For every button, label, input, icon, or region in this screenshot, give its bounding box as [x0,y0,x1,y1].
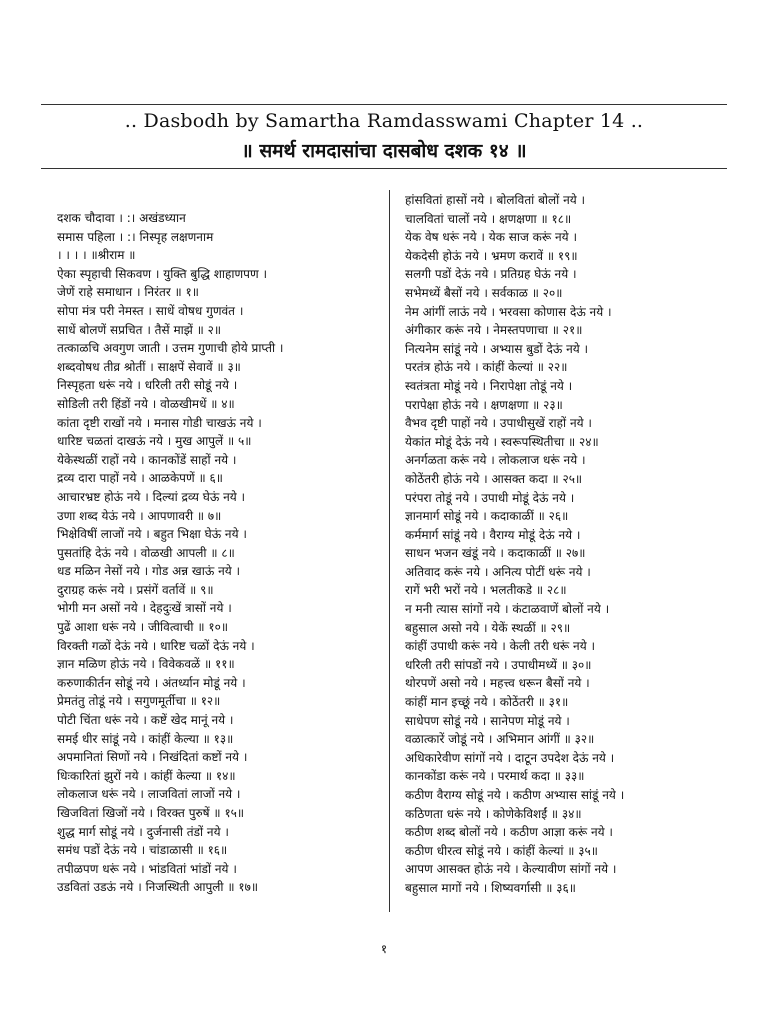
verse-line: कठीण धीरत्व सोडूं नये । कांहीं केल्यां ॥ ३५॥ [405,843,598,858]
verse-line: अतिवाद करूं नये । अनित्य पोटीं धरूं नये । [405,564,591,579]
verse-line: वैभव दृष्टी पाहों नये । उपाधीसुखें राहों नये । [405,416,592,431]
verse-line: वळात्कारें जोडूं नये । अभिमान आंगीं ॥ ३२॥ [405,732,595,747]
right-verse-column [405,191,750,898]
verse-line: उणा शब्द येऊं नये । आपणावरी ॥ ७॥ [57,508,222,523]
verse-line: कानकोंडा करूं नये । परमार्थ कदा ॥ ३३॥ [405,769,585,784]
document-title-english: .. Dasbodh by Samartha Ramdasswami Chapter 14 .. [124,110,644,132]
verse-line: । । । । ॥श्रीराम ॥ [57,248,136,263]
verse-line: साधेपण सोडूं नये । सानेपण मोडूं नये । [405,713,570,728]
verse-line: पुढें आशा धरूं नये । जीवित्वाची ॥ १०॥ [57,620,229,635]
verse-line: ज्ञान मळिण होऊं नये । विवेकवळें ॥ ११॥ [57,657,235,672]
verse-line: तत्काळचि अवगुण जाती । उत्तम गुणाची होये प्राप्ती । [57,341,284,356]
verse-line: लोकलाज धरूं नये । लाजवितां लाजों नये । [57,787,241,802]
verse-line: धड मळिन नेसों नये । गोड अन्न खाऊं नये । [57,564,241,579]
verse-line: आपण आसक्त होऊं नये । केल्यावीण सांगों नये । [405,862,617,877]
verse-line: दशक चौदावा । :। अखंडध्यान [57,211,186,225]
verse-line: हांसवितां हासों नये । बोलवितां बोलों नये । [405,193,586,207]
verse-line: अनर्गळता करूं नये । लोकलाज धरूं नये । [405,453,586,468]
verse-line: अधिकारेवीण सांगों नये । दाटून उपदेश देऊं नये । [405,750,615,765]
verse-line: बहुसाल मागों नये । शिष्यवर्गासी ॥ ३६॥ [405,880,576,895]
verse-line: भिक्षेविषीं लाजों नये । बहुत भिक्षा घेऊं नये । [57,527,247,542]
verse-line: उडवितां उडऊं नये । निजस्थिती आपुली ॥ १७॥ [57,880,259,895]
verse-line: धरिली तरी सांपडों नये । उपाधीमध्यें ॥ ३०॥ [405,657,592,672]
verse-line: करुणाकीर्तन सोडूं नये । अंतर्ध्यान मोडूं नये । [57,675,246,690]
page-number: १ [380,942,388,956]
verse-line: दुराग्रह करूं नये । प्रसंगें वर्तावें ॥ ९॥ [57,582,214,597]
verse-line: शब्दवोषध तीव्र श्रोतीं । साक्षपें सेवावें ॥ ३॥ [57,359,241,374]
verse-line: धिःकारितां झुरों नये । कांहीं केल्या ॥ १४॥ [57,768,236,783]
verse-line: निस्पृहता धरूं नये । धरिली तरी सोडूं नये । [57,378,238,393]
verse-line: कर्ममार्ग सांडूं नये । वैराग्य मोडूं देऊं नये । [405,527,581,542]
verse-line: विरक्ती गळों देऊं नये । धारिष्ट चळों देऊं नये । [57,638,255,653]
verse-line: कठिणता धरूं नये । कोणेकेविशईं ॥ ३४॥ [405,806,582,821]
verse-line: अंगीकार करूं नये । नेमस्तपणाचा ॥ २१॥ [405,323,583,338]
verse-line: ऐका स्पृहाची सिकवण । युक्ति बुद्धि शाहाणपण । [57,266,268,281]
verse-line: परतंत्र होऊं नये । कांहीं केल्यां ॥ २२॥ [405,360,568,375]
verse-line: प्रेमतंतु तोडूं नये । सगुणमूर्तीचा ॥ १२॥ [57,694,221,709]
verse-line: न मनी त्यास सांगों नये । कंटाळवाणें बोलों नये । [405,602,610,617]
verse-line: चालवितां चालों नये । क्षणक्षणा ॥ १८॥ [405,211,572,226]
verse-line: कठीण वैराग्य सोडूं नये । कठीण अभ्यास सांडूं नये । [405,788,625,802]
verse-line: येकेस्थळीं राहों नये । कानकोंडें साहों नये । [57,452,237,467]
left-verse-column [57,209,402,897]
verse-line: कांहीं मान इच्छूं नये । कोठेंतरी ॥ ३१॥ [405,695,569,710]
verse-line: साधन भजन खंडूं नये । कदाकाळीं ॥ २७॥ [405,546,586,561]
verse-line: पोटी चिंता धरूं नये । कष्टें खेद मानूं नये । [57,713,234,728]
verse-line: सलगी पडों देऊं नये । प्रतिग्रह घेऊं नये । [405,267,577,282]
verse-line: रागें भरी भरों नये । भलतीकडे ॥ २८॥ [405,583,567,598]
verse-line: बहुसाल असो नये । येकें स्थळीं ॥ २९॥ [405,620,571,635]
verse-line: कांहीं उपाधी करूं नये । केली तरी धरूं नये । [405,639,596,654]
verse-line: स्वतंत्रता मोडूं नये । निरापेक्षा तोडूं नये । [405,378,573,393]
verse-line: द्रव्य दारा पाहों नये । आळकेपणें ॥ ६॥ [57,471,223,486]
verse-line: सभेमध्यें बैसों नये । सर्वकाळ ॥ २०॥ [405,285,563,300]
verse-line: सोपा मंत्र परी नेमस्त । साधें वोषध गुणवंत । [57,303,244,318]
verse-line: परंपरा तोडूं नये । उपाधी मोडूं देऊं नये । [405,490,575,505]
verse-line: जेणें राहे समाधान । निरंतर ॥ १॥ [57,285,199,300]
column-divider [389,190,390,912]
verse-line: ज्ञानमार्ग सोडूं नये । कदाकाळीं ॥ २६॥ [405,509,569,524]
verse-line: येकदेसी होऊं नये । भ्रमण करावें ॥ १९॥ [405,248,578,263]
document-title-marathi: ॥ समर्थ रामदासांचा दासबोध दशक १४ ॥ [241,140,527,162]
verse-line: आचारभ्रष्ट होऊं नये । दिल्यां द्रव्य घेऊं नये । [57,489,246,504]
verse-line: परापेक्षा होऊं नये । क्षणक्षणा ॥ २३॥ [405,397,563,412]
verse-line: खिजवितां खिजों नये । विरक्त पुरुषें ॥ १५॥ [57,806,245,820]
verse-line: समास पहिला । :। निस्पृह लक्षणनाम [57,229,214,244]
verse-line: कांता दृष्टी राखों नये । मनास गोडी चाखऊं नये । [57,415,262,430]
header-top-rule [41,104,727,105]
verse-line: साधें बोलणें सप्रचित । तैसें माझें ॥ २॥ [57,322,222,337]
verse-line: पुसतांहि देऊं नये । वोळखी आपली ॥ ८॥ [57,545,235,560]
verse-line: येक वेष धरूं नये । येक साज करूं नये । [405,230,577,245]
verse-line: समई धीर सांडूं नये । कांहीं केल्या ॥ १३॥ [57,731,234,746]
verse-line: समंध पडों देऊं नये । चांडाळासी ॥ १६॥ [57,843,228,858]
verse-line: कोठेंतरी होऊं नये । आसक्त कदा ॥ २५॥ [405,471,583,486]
verse-line: सोडिली तरी हिंडों नये । वोळखीमधें ॥ ४॥ [57,396,235,411]
header-bottom-rule [41,168,727,169]
verse-line: कठीण शब्द बोलों नये । कठीण आज्ञा करूं नये । [405,825,613,840]
verse-line: थोरपणें असो नये । महत्त्व धरून बैसों नये । [405,676,590,691]
verse-line: शुद्ध मार्ग सोडूं नये । दुर्जनासी तंडों नये । [57,824,229,839]
verse-line: धारिष्ट चळतां दाखऊं नये । मुख आपुलें ॥ ५॥ [57,434,252,449]
verse-line: येकांत मोडूं देऊं नये । स्वरूपस्थितीचा ॥ २४॥ [405,434,599,449]
verse-line: अपमानितां सिणों नये । निखंदितां कष्टों नये । [57,750,248,765]
verse-line: नेम आंगीं लाऊं नये । भरवसा कोणास देऊं नये । [405,304,612,319]
verse-line: नित्यनेम सांडूं नये । अभ्यास बुडों देऊं नये । [405,341,589,356]
verse-line: भोगी मन असों नये । देहदुःखें त्रासों नये । [57,601,232,616]
verse-line: तपीळपण धरूं नये । भांडवितां भांडों नये । [57,861,237,876]
